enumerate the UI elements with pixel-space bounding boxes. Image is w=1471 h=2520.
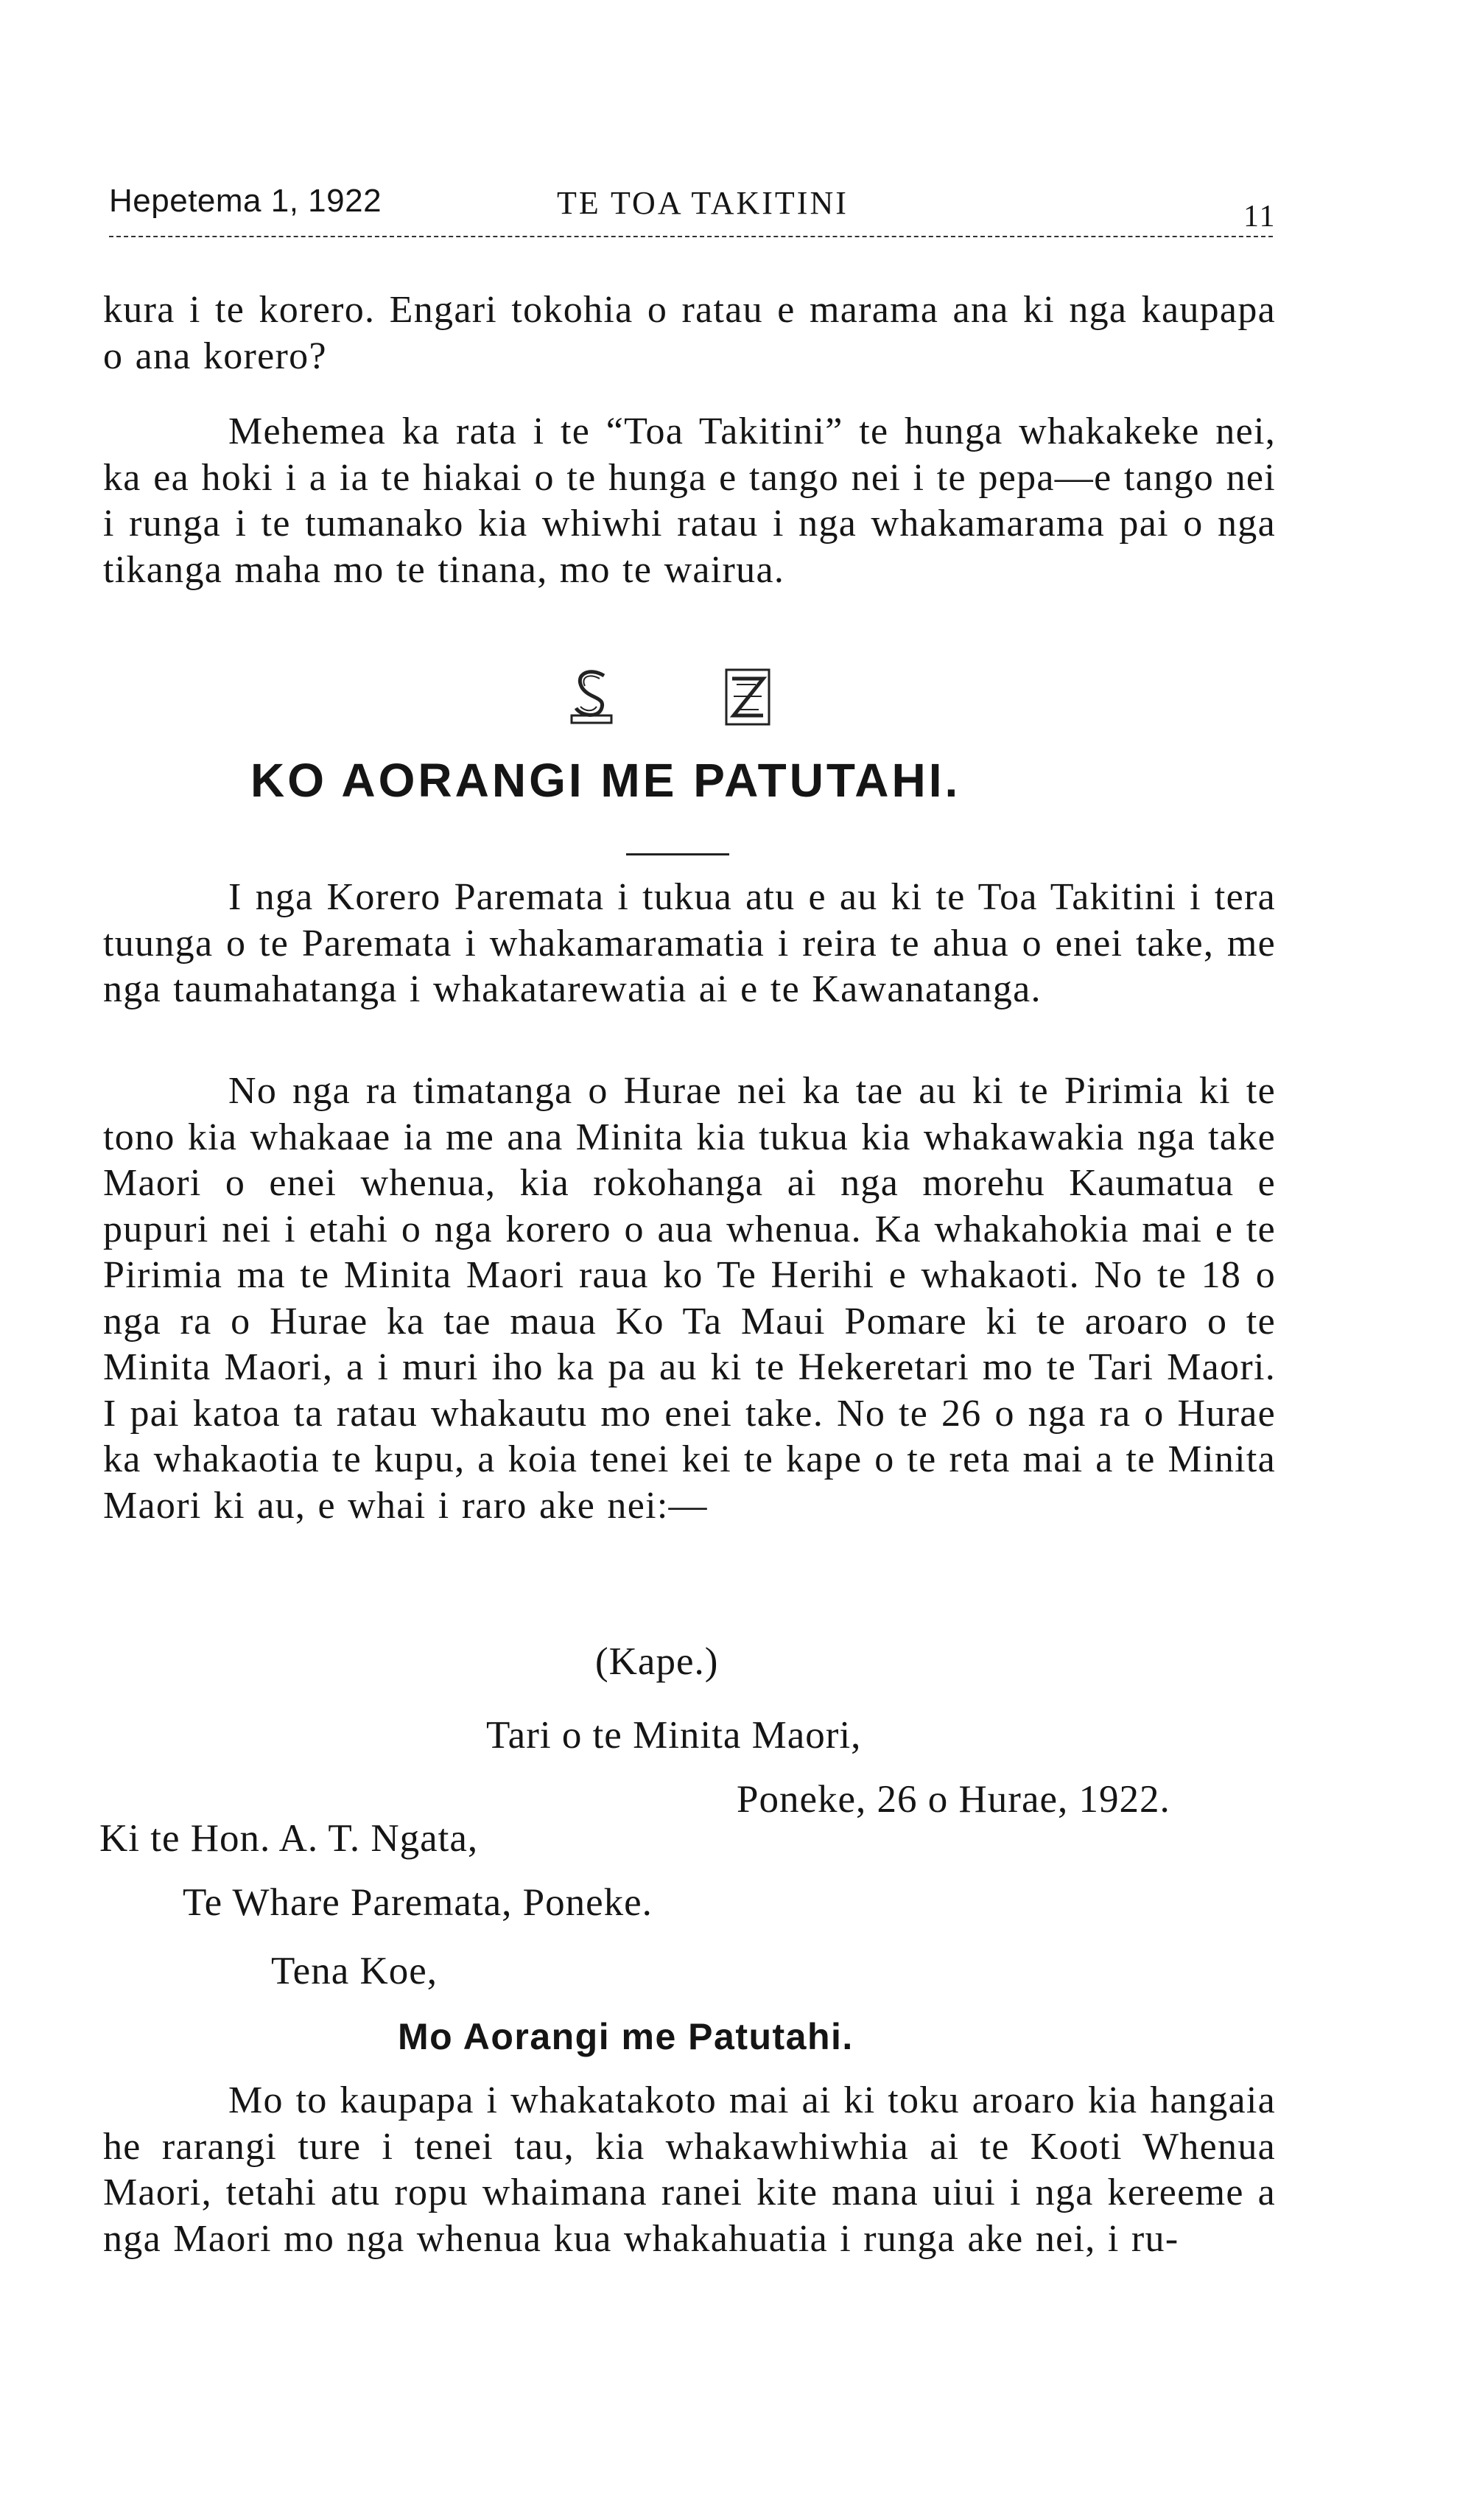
article-heading: KO AORANGI ME PATUTAHI. <box>250 754 961 807</box>
ornament-z-icon <box>723 667 772 727</box>
header-date: Hepetema 1, 1922 <box>109 183 382 219</box>
running-header <box>109 183 1277 242</box>
section-ornaments <box>560 667 810 741</box>
header-title: TE TOA TAKITINI <box>557 185 849 221</box>
letter-address: Te Whare Paremata, Poneke. <box>183 1881 653 1924</box>
letter-subject: Mo Aorangi me Patutahi. <box>398 2016 854 2057</box>
article-paragraph-2: No nga ra timatanga o Hurae nei ka tae au ki te Pirimia ki te tono kia whakaae ia me ana Minita kia tukua kia whakawakia nga take Maori o enei whenua, kia rokohanga ai nga morehu Kaumatua e pupuri nei i etahi o nga korero o aua whenua. Ka whakahokia mai e te Pirimia ma te Minita Maori raua ko Te Herihi e whakaoti. No te 18 o nga ra o Hurae ka tae maua Ko Ta Maui Pomare ki te aroaro o te Minita Maori, a i muri iho ka pa au ki te Hekeretari mo te Tari Maori. I pai katoa ta ratau whakautu mo enei take. No te 26 o nga ra o Hurae ka whakaotia te kupu, a koia tenei kei te kape o te reta mai a te Minita Maori ki au, e whai i raro ake nei:— <box>103 1070 1276 1527</box>
letter-office: Tari o te Minita Maori, <box>486 1714 862 1757</box>
letter-body: Mo to kaupapa i whakatakoto mai ai ki toku aroaro kia hangaia he rarangi ture i tenei tau, kia whakawhiwhia ai te Kooti Whenua Maori, tetahi atu ropu whaimana ranei kite mana uiui i nga kereeme a nga Maori mo nga whenua kua whakahuatia i runga ake nei, i ru- <box>103 2079 1276 2260</box>
article-paragraph-1: I nga Korero Paremata i tukua atu e au ki te Toa Takitini i tera tuunga o te Paremata i whakamaramatia i reira te ahua o enei take, me nga taumahatanga i whakatarewatia ai e te Kawanatanga. <box>103 876 1276 1010</box>
letter-place-date: Poneke, 26 o Hurae, 1922. <box>737 1778 1170 1821</box>
page-number: 11 <box>1243 200 1277 234</box>
letter-salutation: Tena Koe, <box>271 1950 438 1992</box>
ornament-s-icon <box>567 667 616 727</box>
letter-addressee: Ki te Hon. A. T. Ngata, <box>99 1817 479 1860</box>
paragraph-mehemea: Mehemea ka rata i te “Toa Takitini” te hunga whakakeke nei, ka ea hoki i a ia te hiakai o te hunga e tango nei i te pepa—e tango nei i runga i te tumanako kia whiwhi ratau i nga whakamarama pai o nga tikanga maha mo te tinana, mo te wairua. <box>103 410 1276 591</box>
paragraph-continued: kura i te korero. Engari tokohia o ratau e marama ana ki nga kaupapa o ana korero? <box>103 289 1276 377</box>
letter-copy-label: (Kape.) <box>595 1640 719 1683</box>
header-rule <box>109 236 1273 237</box>
heading-rule <box>626 853 729 855</box>
